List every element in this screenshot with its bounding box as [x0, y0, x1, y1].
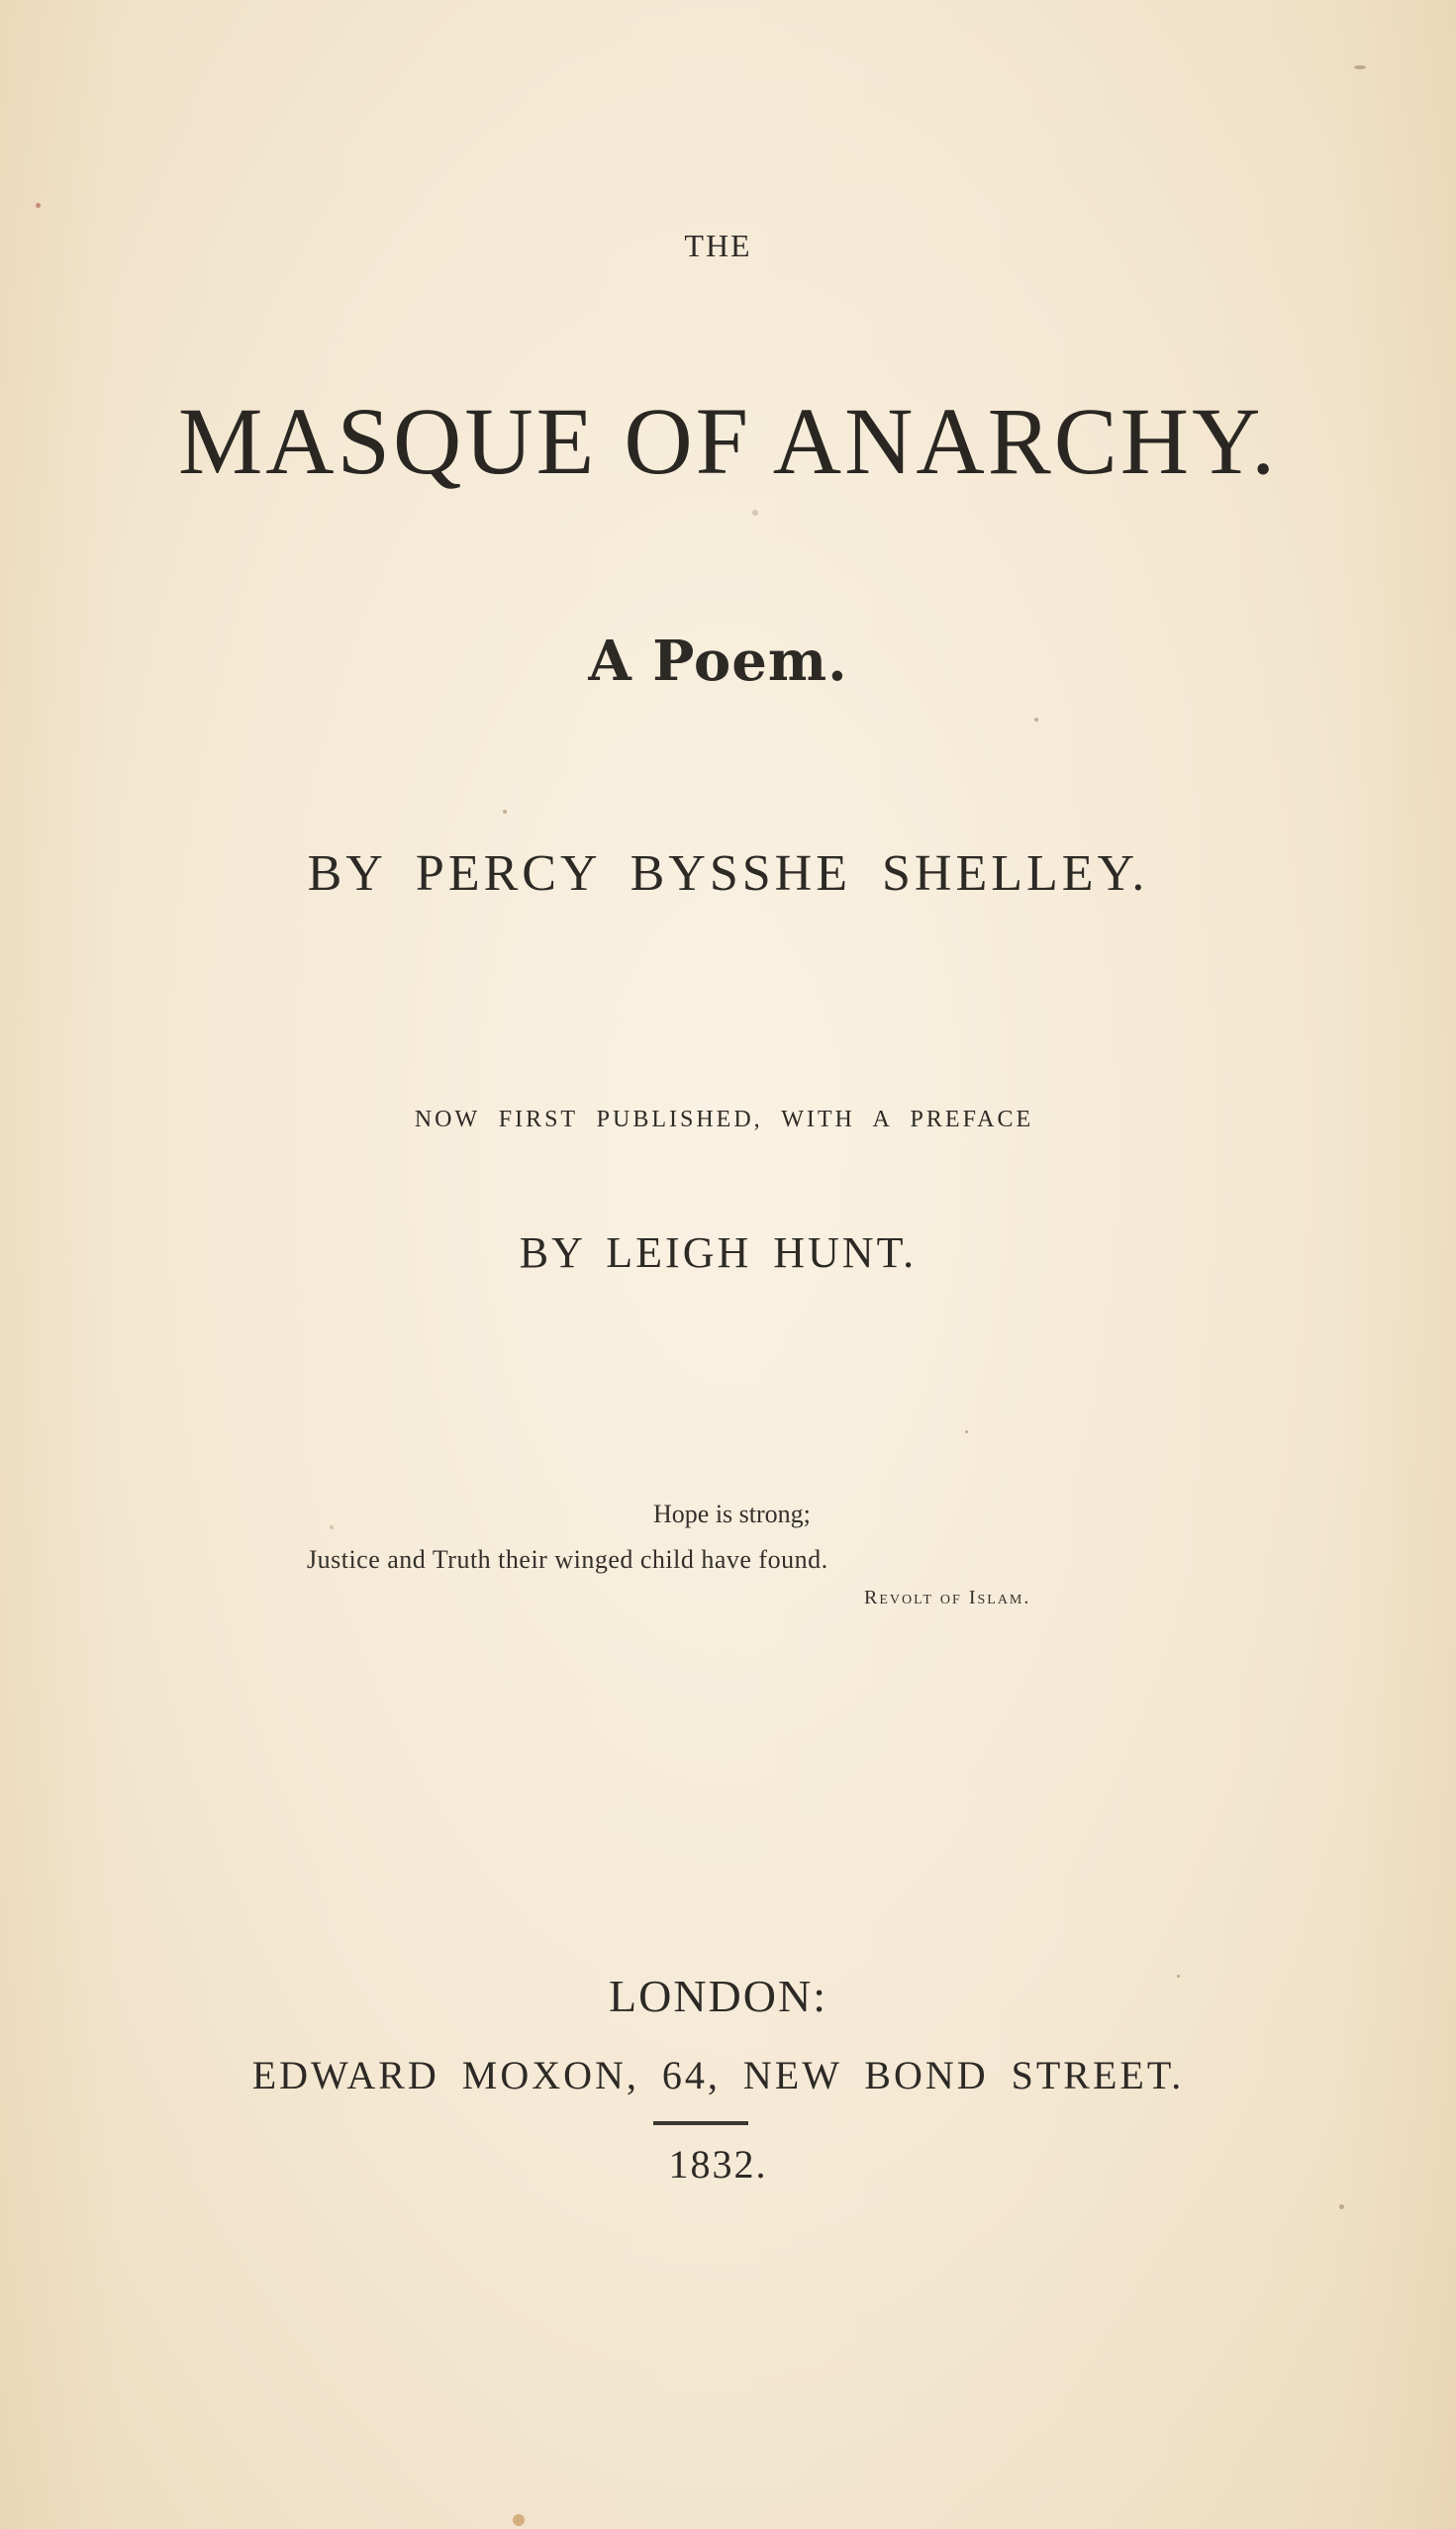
author-line: BY PERCY BYSSHE SHELLEY. [307, 845, 1149, 902]
epigraph-source: Revolt of Islam. [864, 1587, 1031, 1608]
paper-speck [1339, 2204, 1344, 2209]
paper-speck [752, 510, 758, 516]
paper-speck [1354, 65, 1366, 69]
imprint-city: LONDON: [609, 1971, 827, 2021]
book-title: MASQUE OF ANARCHY. [177, 388, 1279, 494]
imprint-year: 1832. [668, 2142, 768, 2187]
paper-speck [330, 1525, 334, 1529]
paper-speck [1177, 1975, 1180, 1978]
book-subtitle: A Poem. [588, 629, 848, 694]
imprint-divider [653, 2121, 748, 2125]
paper-speck [36, 203, 41, 208]
epigraph-line-1: Hope is strong; [653, 1500, 811, 1528]
preface-author-line: BY LEIGH HUNT. [519, 1228, 918, 1277]
epigraph-line-2: Justice and Truth their winged child have found. [307, 1545, 828, 1574]
paper-speck [965, 1430, 968, 1433]
paper-speck [1034, 718, 1038, 722]
imprint-publisher: EDWARD MOXON, 64, NEW BOND STREET. [251, 2053, 1185, 2097]
paper-speck [503, 810, 507, 814]
paper-speck [513, 2514, 525, 2526]
title-article: THE [684, 228, 752, 263]
publication-note: NOW FIRST PUBLISHED, WITH A PREFACE [414, 1107, 1034, 1132]
